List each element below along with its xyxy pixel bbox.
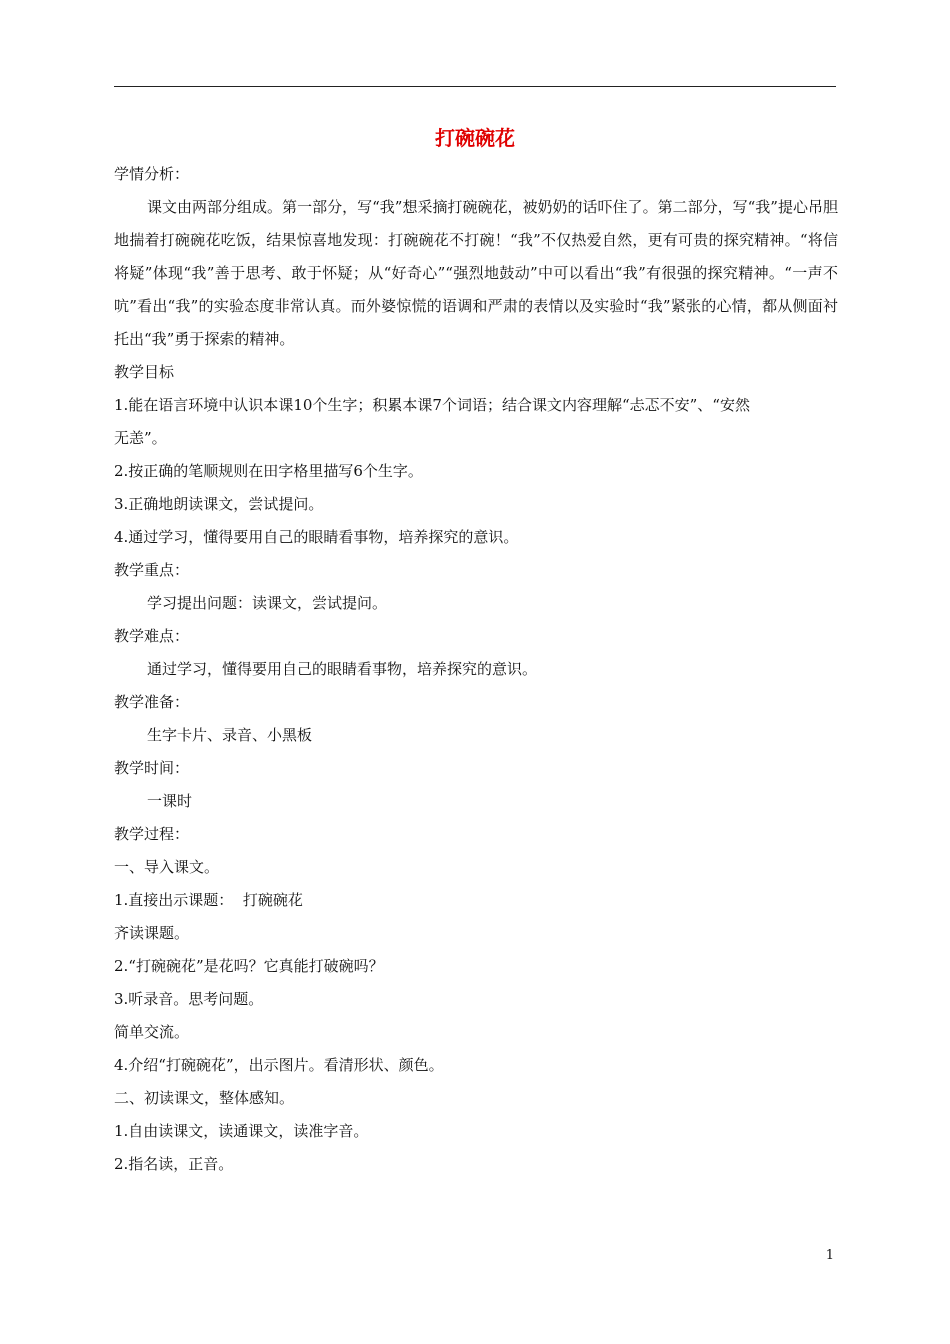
document-title: 打碗碗花 xyxy=(435,126,515,150)
step-1-4: 4.介绍“打碗碗花”，出示图片。看清形状、颜色。 xyxy=(114,1056,444,1074)
step-2: 二、初读课文，整体感知。 xyxy=(114,1089,295,1107)
analysis-paragraph: 课文由两部分组成。第一部分，写“我”想采摘打碗碗花，被奶奶的话吓住了。第二部分，写“我”提心吊胆地揣着打碗碗花吃饭，结果惊喜地发现：打碗碗花不打碗！“我”不仅热爱自然，更有可贵的探究精神。“将信将疑”体现“我”善于思考、敢于怀疑；从“好奇心”“强烈地鼓动”中可以看出“我”有很强的探究精神。“一声不吭”看出“我”的实验态度非常认真。而外婆惊慌的语调和严肃的表情以及实验时“我”紧张的心情，都从侧面衬托出“我”勇于探索的精神。 xyxy=(114,198,838,348)
time-heading: 教学时间： xyxy=(114,759,190,777)
goal-1-line-a: 1.能在语言环境中认识本课10个生字；积累本课7个词语；结合课文内容理解“忐忑不安”、“安然 xyxy=(114,396,750,414)
goals-heading: 教学目标 xyxy=(114,363,175,381)
process-heading: 教学过程： xyxy=(114,825,190,843)
header-rule xyxy=(114,86,836,87)
prep-heading: 教学准备： xyxy=(114,693,190,711)
goal-2: 2.按正确的笔顺规则在田字格里描写6个生字。 xyxy=(114,462,423,480)
focus-text: 学习提出问题：读课文，尝试提问。 xyxy=(147,594,388,612)
step-1: 一、导入课文。 xyxy=(114,858,220,876)
focus-heading: 教学重点： xyxy=(114,561,190,579)
difficulty-heading: 教学难点： xyxy=(114,627,190,645)
step-2-2: 2.指名读，正音。 xyxy=(114,1155,234,1173)
step-1-3b: 简单交流。 xyxy=(114,1023,190,1041)
document-body xyxy=(114,158,838,1181)
time-text: 一课时 xyxy=(147,792,193,810)
step-1-1: 1.直接出示课题： 打碗碗花 xyxy=(114,891,303,909)
analysis-heading: 学情分析： xyxy=(114,165,190,183)
step-1-1b: 齐读课题。 xyxy=(114,924,190,942)
step-1-3: 3.听录音。思考问题。 xyxy=(114,990,264,1008)
step-2-1: 1.自由读课文，读通课文，读准字音。 xyxy=(114,1122,369,1140)
goal-4: 4.通过学习，懂得要用自己的眼睛看事物，培养探究的意识。 xyxy=(114,528,519,546)
difficulty-text: 通过学习，懂得要用自己的眼睛看事物，培养探究的意识。 xyxy=(147,660,538,678)
step-1-2: 2.“打碗碗花”是花吗？它真能打破碗吗？ xyxy=(114,957,384,975)
goal-1-line-b: 无恙”。 xyxy=(114,429,167,447)
goal-3: 3.正确地朗读课文，尝试提问。 xyxy=(114,495,324,513)
prep-text: 生字卡片、录音、小黑板 xyxy=(147,726,313,744)
page-number: 1 xyxy=(825,1248,834,1263)
